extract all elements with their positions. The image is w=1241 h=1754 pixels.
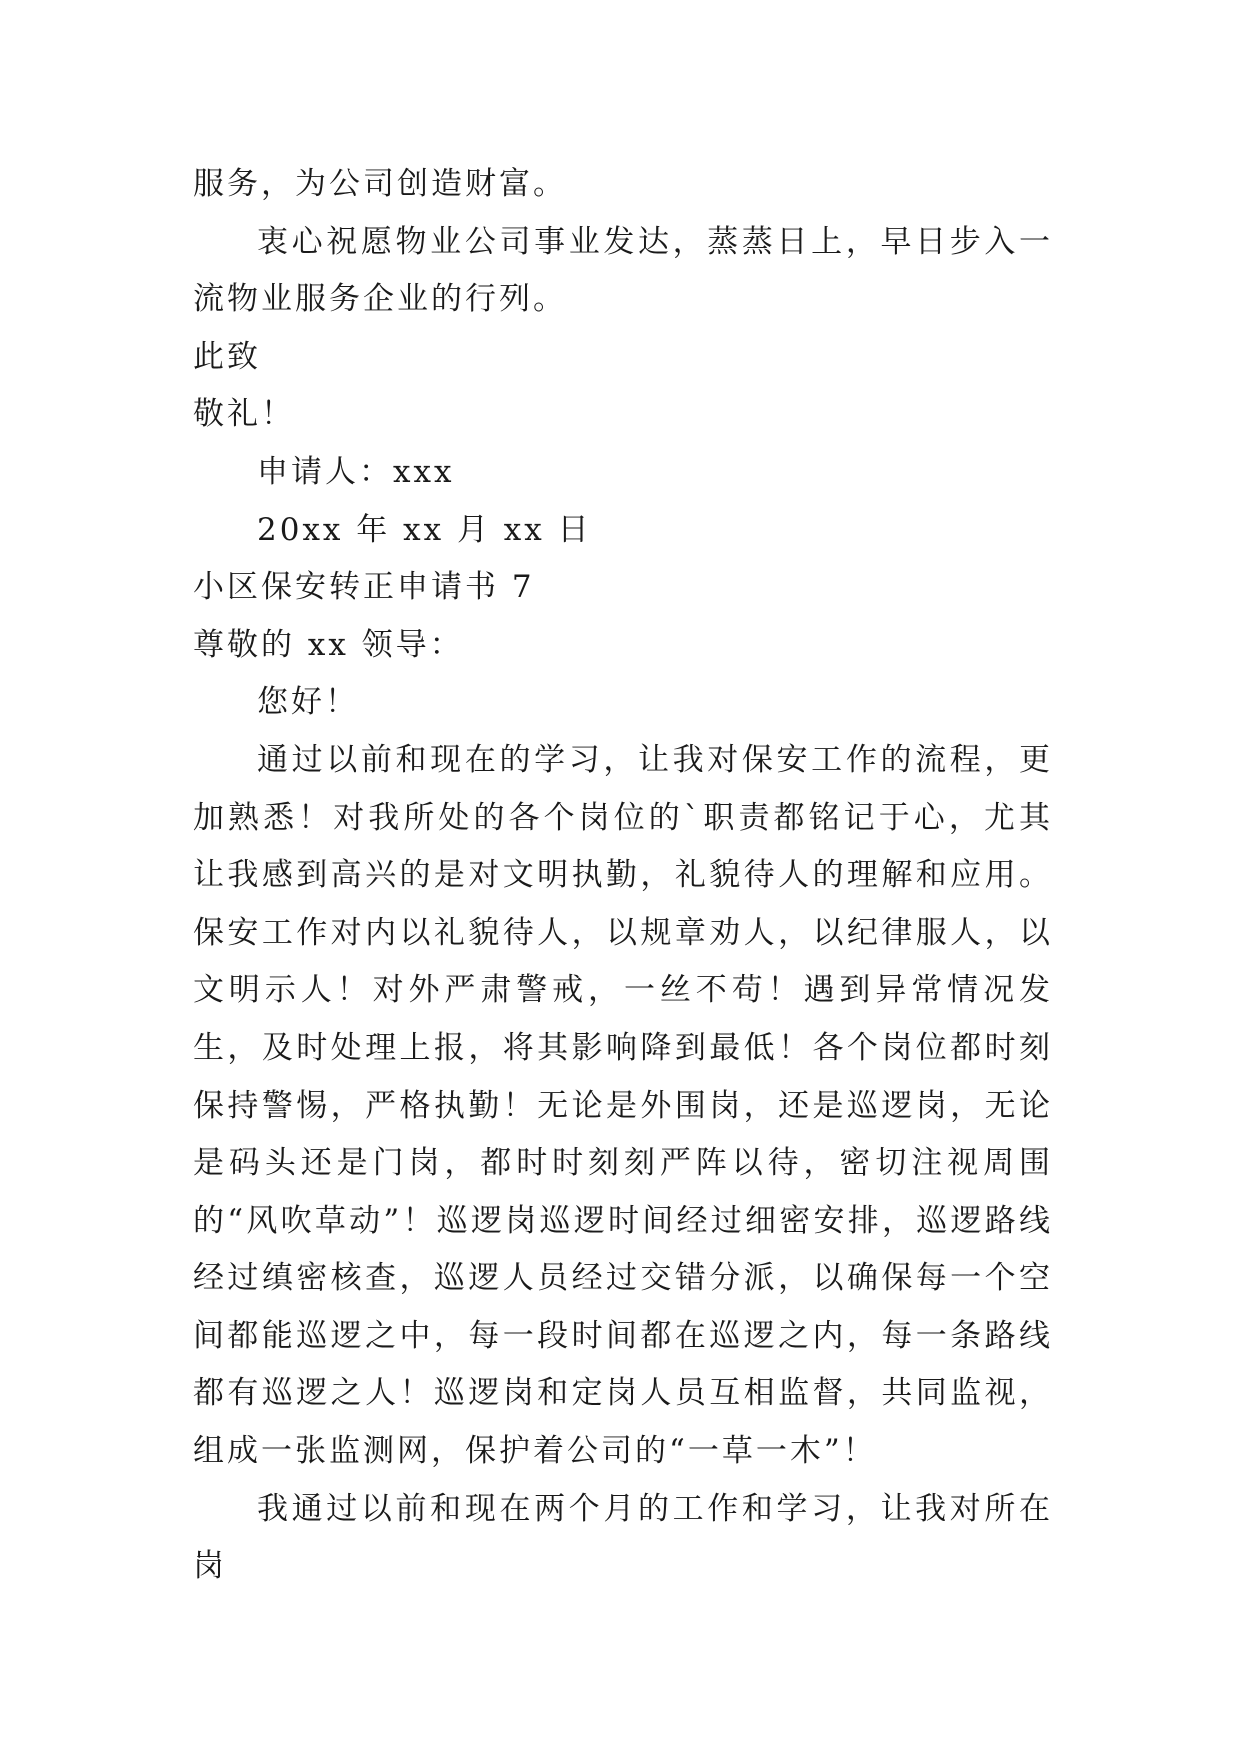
wish-paragraph: 衷心祝愿物业公司事业发达，蒸蒸日上，早日步入一流物业服务企业的行列。 — [193, 223, 1053, 318]
continuation-line: 服务，为公司创造财富。 — [193, 166, 567, 202]
date-line: 20xx 年 xx 月 xx 日 — [257, 511, 592, 548]
closing-line-2: 敬礼！ — [193, 396, 295, 433]
body-paragraph-1: 通过以前和现在的学习，让我对保安工作的流程，更加熟悉！对我所处的各个岗位的`职责都铭记于心，尤其让我感到高兴的是对文明执勤，礼貌待人的理解和应用。保安工作对内以礼貌待人，以规章劝人，以纪律服人，以文明示人！对外严肃警戒，一丝不苟！遇到异常情况发生，及时处理上报，将其影响降到最低！各个岗位都时刻保持警惕，严格执勤！无论是外围岗，还是巡逻岗，无论是码头还是门岗，都时时刻刻严阵以待，密切注视周围的“风吹草动”！巡逻岗巡逻时间经过细密安排，巡逻路线经过缜密核查，巡逻人员经过交错分派，以确保每一个空间都能巡逻之中，每一段时间都在巡逻之内，每一条路线都有巡逻之人！巡逻岗和定岗人员互相监督，共同监视，组成一张监测网，保护着公司的“一草一木”！ — [193, 741, 1053, 1470]
document-body — [193, 156, 1053, 1596]
greeting: 您好！ — [257, 684, 359, 721]
section-title: 小区保安转正申请书 7 — [193, 569, 535, 606]
closing-line-1: 此致 — [193, 338, 261, 375]
salutation: 尊敬的 xx 领导： — [193, 626, 464, 663]
body-paragraph-2: 我通过以前和现在两个月的工作和学习，让我对所在岗 — [193, 1490, 1053, 1585]
applicant-line: 申请人：xxx — [257, 453, 455, 490]
